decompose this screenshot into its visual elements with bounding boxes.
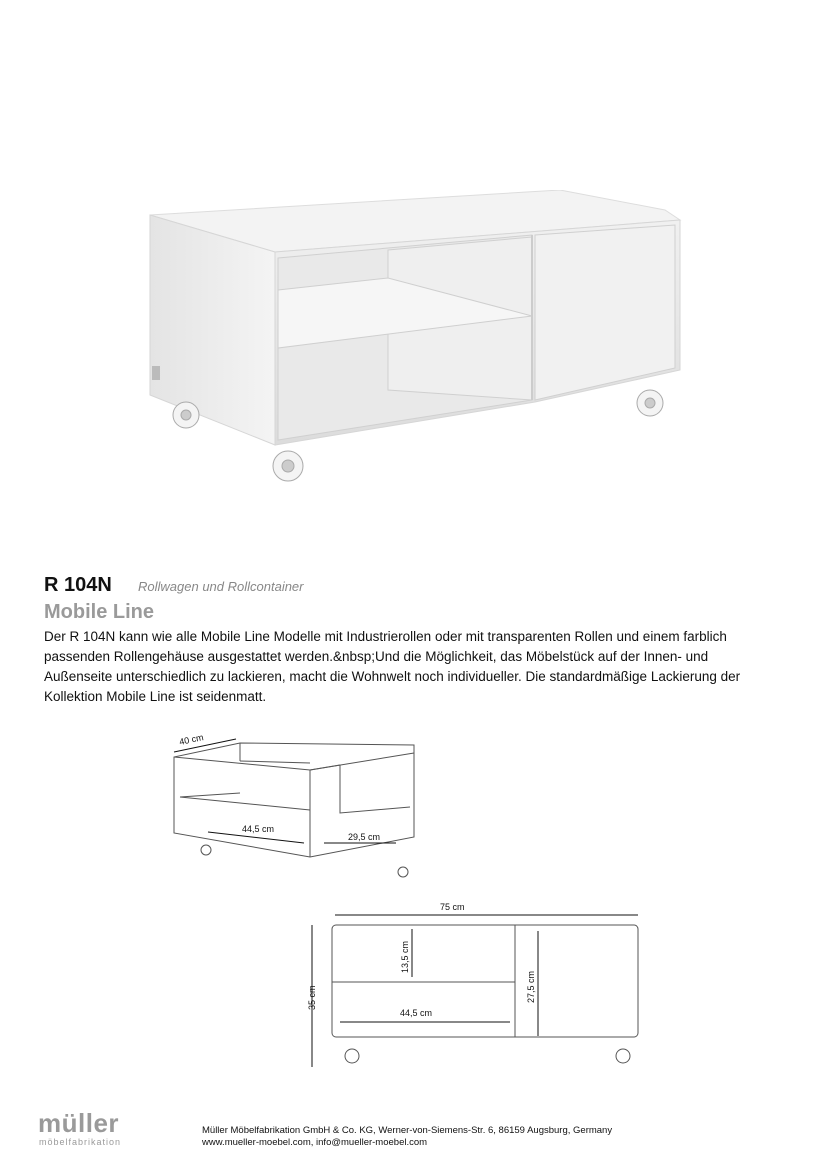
footer-contact: www.mueller-moebel.com, info@mueller-moebel.com xyxy=(202,1137,428,1148)
iso-shelf-width-label: 44,5 cm xyxy=(242,824,275,834)
footer-address: Müller Möbelfabrikation GmbH & Co. KG, Werner-von-Siemens-Str. 6, 86159 Augsburg, Germany xyxy=(202,1125,613,1136)
front-inner-width-label: 44,5 cm xyxy=(400,1008,433,1018)
front-upper-height-label: 13,5 cm xyxy=(400,940,410,973)
series-name: Mobile Line xyxy=(44,601,154,623)
front-compartment-height-label: 27,5 cm xyxy=(526,970,536,1003)
iso-compartment-width-label: 29,5 cm xyxy=(348,832,381,842)
product-image xyxy=(120,190,720,500)
iso-depth-label: 40 cm xyxy=(178,732,205,747)
logo-tagline: möbelfabrikation xyxy=(39,1137,122,1147)
product-description: Der R 104N kann wie alle Mobile Line Modelle mit Industrierollen oder mit transparenten Rollen und einem farblich passenden Rollengehäuse ausgestattet werden.&nbsp;Und die Möglichkeit, das Möbelstück auf der Innen- und Außenseite unterschiedlich zu lackieren, macht die Wohnwelt noch individueller. Die standardmäßige Lackierung der Kollektion Mobile Line ist seidenmatt. xyxy=(44,629,741,704)
model-title: R 104N xyxy=(44,574,112,596)
isometric-dimension-drawing xyxy=(160,725,440,885)
footer xyxy=(202,1125,612,1149)
company-logo xyxy=(38,1108,148,1148)
front-total-height-label: 35 cm xyxy=(307,985,317,1010)
front-dimension-drawing xyxy=(300,895,660,1070)
front-total-width-label: 75 cm xyxy=(440,902,465,912)
model-subtitle: Rollwagen und Rollcontainer xyxy=(138,579,304,594)
logo-wordmark: müller xyxy=(38,1108,120,1138)
